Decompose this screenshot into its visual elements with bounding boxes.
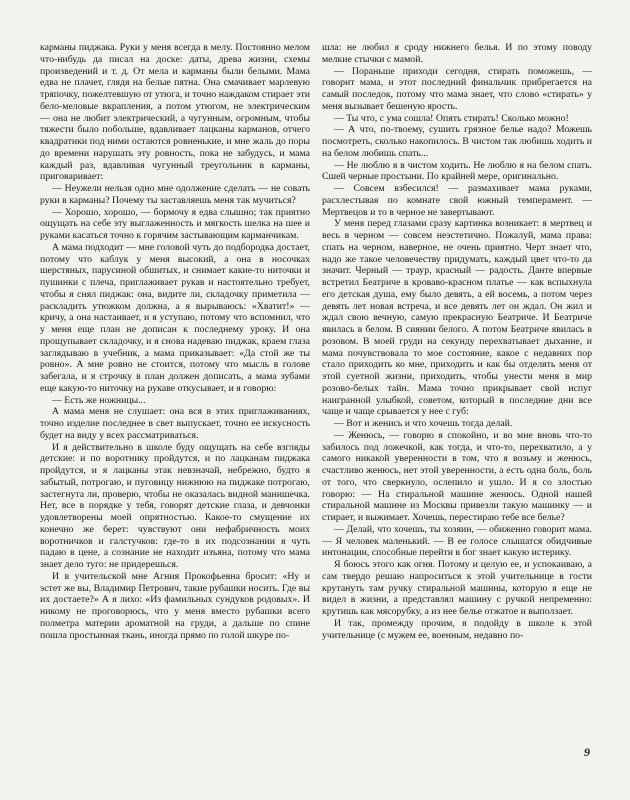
paragraph: — Есть же ножницы... — [52, 394, 146, 406]
paragraph: — Вот и женись и что хочешь тогда делай. — [334, 418, 513, 429]
paragraph: шла: не любил я сроду нижнего белья. И по этому поводу мелкие стычки с мамой. — [322, 42, 592, 65]
paragraph: — Не люблю я в чистом ходить. Не люблю я на белом спать. Сшей черные простыни. По крайней мере, оригинально. — [322, 159, 592, 183]
paragraph: И в учительской мне Агния Прокофьевна бросит: «Ну и эстет же вы, Владимир Петрович, такие рубашки носить. Где вы их достаете?» А я лихо: «Из фамильных сундуков родовых». И никому не проговорюсь, что у меня вместо рубашки всего полметра материи ароматной на груди, а дальше по спине пошла простынная ткань, иногда прямо по голой шкуре по- — [40, 570, 310, 641]
paragraph: — Ты что, с ума сошла! Опять стирать! Сколько можно! — [334, 112, 569, 124]
paragraph: И так, промежду прочим, я подойду в школе к этой учительнице (с мужем ее, военным, недавно по- — [322, 617, 592, 641]
right-column — [322, 42, 592, 754]
journal-page — [40, 42, 592, 754]
paragraph: — Хорошо, хорошо, — бормочу я едва слышно; так приятно ощущать на себе эту выглаженность и мягкость шелка на шее и руками касаться точно к горячим застывающим карманчикам. — [40, 206, 310, 241]
paragraph: — Совсем взбесился! — размахивает мама руками, расхлестывая по комнате свой южный темперамент. — Мертвецов и то в черное не завертывают. — [322, 183, 592, 218]
paragraph: — А что, по-твоему, сушить грязное белье надо? Можешь посмотреть, сколько накопилось. В чистом так любишь ходить и на белом любишь спать... — [322, 124, 592, 159]
paragraph: А мама меня не слушает: она вся в этих приглаживаниях, точно изделие последнее в свет выпускает, точно ее искусность будет на виду у всех рассматриваться. — [40, 406, 310, 441]
paragraph: Я боюсь этого как огня. Потому и целую ее, и успокаиваю, а сам твердо решаю напроситься к этой учительнице в гости крутануть там ручку стиральной машины, которую я еще не видел в жизни, а представлял машину с ручкой непременно: крутишь как мясорубку, а из нее белье отжатое и выползает. — [322, 559, 592, 617]
paragraph: — Женюсь, — говорю я спокойно, и во мне вновь что-то забилось под ложечкой, как тогда, и что-то, перехватило, а у самого никакой уверенности в том, что я возьму и женюсь, счастливо женюсь, нет этой уверенности, а есть одна боль, боль от того, что сверкнуло, ослепило и ушло. И я со злостью говорю: — На стиральной машине женюсь. Одной нашей стиральной машине из Москвы привезли такую машинку — и стирает, и выжимает. Хочешь, перестираю тебе все белье? — [322, 429, 592, 523]
left-column — [40, 42, 310, 754]
paragraph: — Пораньше приходи сегодня, стирать поможешь, — говорит мама, и этот последний финальчик прибрегается на самый последок, потому что мама знает, что слово «стирать» у меня вызывает бешеную ярость. — [322, 65, 592, 112]
paragraph: У меня перед глазами сразу картинка возникает: я мертвец и весь в черном — совсем неэстетично. Пожалуй, мама права: спать на черном, наверное, не очень приятно. Черт знает что, надо же такое человечеству придумать, каждый цвет что-то да значит. Черный — траур, красный — радость. Данте впервые встретил Беатриче в кроваво-красном платье — как вспыхнула его детская душа, ему было девять, а ей восемь, а потом через девять лет новая встреча, и все девять лет он ждал. Он жил и ждал свою вечную, самую прекрасную Беатриче. И Беатриче явилась в белом. В сиянии белого. А потом Беатриче явилась в розовом. В моей груди на секунду перехватывает дыхание, и мама почувствовала то мое состояние, какое с недавних пор стало приходить ко мне, приходить и как бы отделять меня от этой суетной жизни, приходить, чтобы унести меня в мир розово-белых тайн. Мама точно прикрывает свой испуг наигранной улыбкой, советом, который в последние дни все чаще и чаще срывается у нее с губ: — [322, 218, 592, 418]
paragraph: И я действительно в школе буду ощущать на себе взгляды детские: и по воротнику пройдутся, и по лацканам пиджака пройдутся, и я лацканы этак невзначай, небрежно, будто я забытый, потрогаю, и пуговицу нижнюю на пиджаке потрогаю, застегнута ли, проверю, чтобы не оказалась видной манишечка. Нет, все в порядке у тебя, говорят детские глаза, и девчонки удовлетворены моей опрятностью. Какое-то смущение их конечно же берет: чувствуют они нефабричность моих воротничков и галстучков: где-то в их подсознании я чуть падаю в цене, а сознание не находит изъяна, потому что мама знает дело туго: не придерешься. — [40, 441, 310, 570]
paragraph: А мама подходит — мне головой чуть до подбородка достает, потому что каблук у меня высокий, а она в носочках шерстяных, парусиной обшитых, и снимает какие-то ниточки и пушинки с плеча, приглаживает рукав и настоятельно требует, чтобы я снял пиджак: она, видите ли, складочку приметила — раскладить утюжком должна, а я вырываюсь: «Хватит!» — кричу, а она настаивает, и я уступаю, потому что вспомнил, что у меня еще план не дописан к последнему уроку. И она прощупывает складочку, и я снова надеваю пиджак, краем глаза заглядываю в учебник, а мама приказывает: «Да стой же ты ровно». А мне ровно не стоится, потому что мысль в голове забегала, и я строчку в план должен дописать, а мама зубами еще какую-то ниточку на рукаве откусывает, и я говорю: — [40, 241, 310, 394]
paragraph: — Делай, что хочешь, ты хозяин, — обиженно говорит мама. — Я человек маленький. — В ее голосе слышатся обидчивые интонации, способные перейти в бог знает какую истерику. — [322, 523, 592, 559]
page-number: 9 — [584, 745, 590, 759]
paragraph: — Неужели нельзя одно мне одолжение сделать — не совать руки в карманы? Почему ты заставляешь меня так мучиться? — [40, 183, 310, 206]
paragraph: карманы пиджака. Руки у меня всегда в мелу. Постоянно мелом что-нибудь да писал на доске: даты, древа жизни, схемы произведений и т. д. От мела и карманы были белыми. Мама едва не плачет, глядя на белые пятна. Она смачивает марлевую тряпочку, пожелтевшую от утюга, и точно наждаком стирает эти бело-меловые вкрапления, а потом утюгом, не электрическим — она не любит электрический, а чугунным, огромным, чтобы тяжести было побольше, вдавливает лацканы карманов, отчего квадратики под ними остаются ровненькие, и мне жаль до поры до времени нарушать эту ровность, пока не забудусь, и мама каждый раз, вдавливая чугунный треугольник в карманы, приговаривает: — [40, 42, 310, 183]
